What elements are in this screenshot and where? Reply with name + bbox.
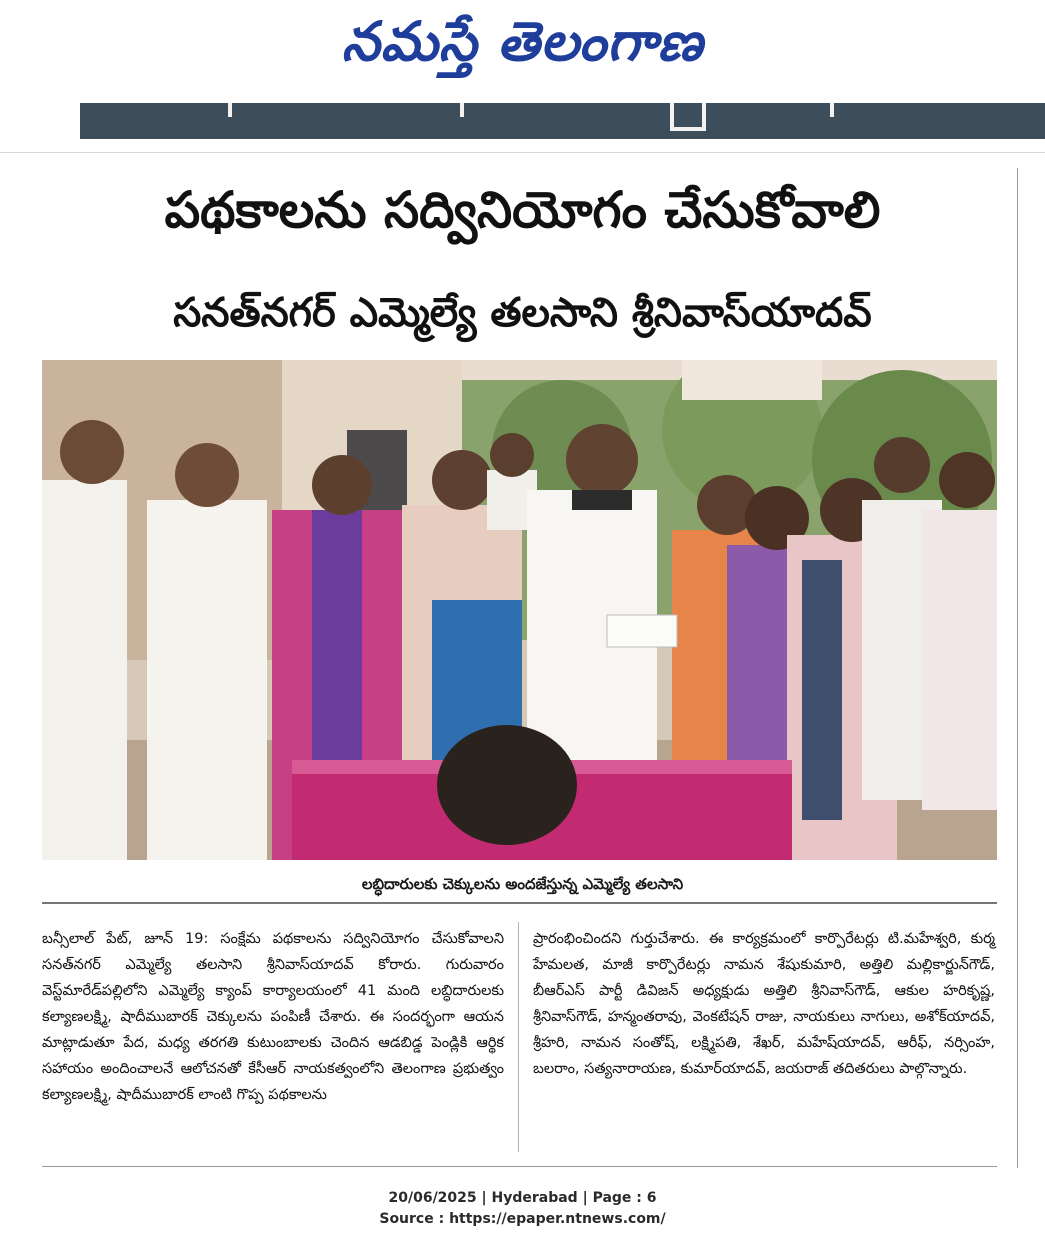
cheque bbox=[607, 615, 677, 647]
header-rule bbox=[0, 152, 1045, 153]
person-2 bbox=[147, 443, 267, 860]
article-photo bbox=[42, 360, 997, 860]
masthead-title: నమస్తే తెలంగాణ bbox=[341, 9, 704, 73]
article-body-right: ప్రారంభించిందని గుర్తుచేశారు. ఈ కార్యక్రమంలో కార్పొరేటర్లు టి.మహేశ్వరి, కుర్మ హేమలత, మాజీ కార్పొరేటర్లు నామన శేషుకుమారి, అత్తిలి మల్లికార్జున్‌గౌడ్, బీఆర్‌ఎస్ పార్టీ డివిజన్ అధ్యక్షుడు అత్తిలి శ్రీనివాస్‌గౌడ్, ఆకుల హరికృష్ణ, శ్రీనివాస్‌గౌడ్, హన్మంతరావు, వెంకటేషన్ రాజు, నాయకులు నాగులు, అశోక్‌యాదవ్, శ్రీహరి, నామన సంతోష్, లక్ష్మిపతి, శేఖర్, మహేష్‌యాదవ్, ఆరీఫ్, నర్సింహ, బలరాం, సత్యనారాయణ, కుమార్‌యాదవ్, జయరాజ్ తదితరులు పాల్గొన్నారు. bbox=[533, 931, 995, 1077]
masthead-band bbox=[80, 103, 1045, 139]
band-tick bbox=[830, 103, 834, 117]
footer-date-edition: 20/06/2025 | Hyderabad | Page : 6 bbox=[388, 1190, 657, 1206]
foreground-head bbox=[437, 725, 577, 845]
band-ornament bbox=[670, 103, 706, 131]
masthead bbox=[0, 0, 1045, 100]
page-footer bbox=[0, 1188, 1045, 1230]
caption-rule bbox=[42, 902, 997, 904]
article-headline: పథకాలను సద్వినియోగం చేసుకోవాలి bbox=[164, 181, 881, 239]
band-tick bbox=[228, 103, 232, 117]
article-subheadline: సనత్‌నగర్ ఎమ్మెల్యే తలసాని శ్రీనివాస్‌యాదవ్ bbox=[173, 290, 872, 336]
group-photo-illustration bbox=[42, 360, 997, 860]
article-body-left: బన్సీలాల్ పేట్, జూన్ 19: సంక్షేమ పథకాలను సద్వినియోగం చేసుకోవాలని సనత్‌నగర్ ఎమ్మెల్యే తలసాని శ్రీనివాస్‌యాదవ్ కోరారు. గురువారం వెస్ట్‌మారేడ్‌పల్లిలోని ఎమ్మెల్యే క్యాంప్ కార్యాలయంలో 41 మంది లబ్ధిదారులకు కల్యాణలక్ష్మి, షాదీముబారక్ చెక్కులను పంపిణీ చేశారు. ఈ సందర్భంగా ఆయన మాట్లాడుతూ పేద, మధ్య తరగతి కుటుంబాలకు చెందిన ఆడబిడ్డ పెండ్లికి ఆర్థిక సహాయం అందించాలనే ఆలోచనతో కేసీఆర్ నాయకత్వంలోని తెలంగాణ ప్రభుత్వం కల్యాణలక్ష్మి, షాదీముబారక్ లాంటి గొప్ప పథకాలను bbox=[42, 931, 504, 1103]
photo-caption: లబ్ధిదారులకు చెక్కులను అందజేస్తున్న ఎమ్మెల్యే తలసాని bbox=[361, 875, 684, 893]
article-bottom-rule bbox=[42, 1166, 997, 1167]
column-divider bbox=[518, 922, 519, 1152]
footer-source: Source : https://epaper.ntnews.com/ bbox=[379, 1211, 666, 1227]
band-tick bbox=[460, 103, 464, 117]
person-1 bbox=[42, 420, 127, 860]
